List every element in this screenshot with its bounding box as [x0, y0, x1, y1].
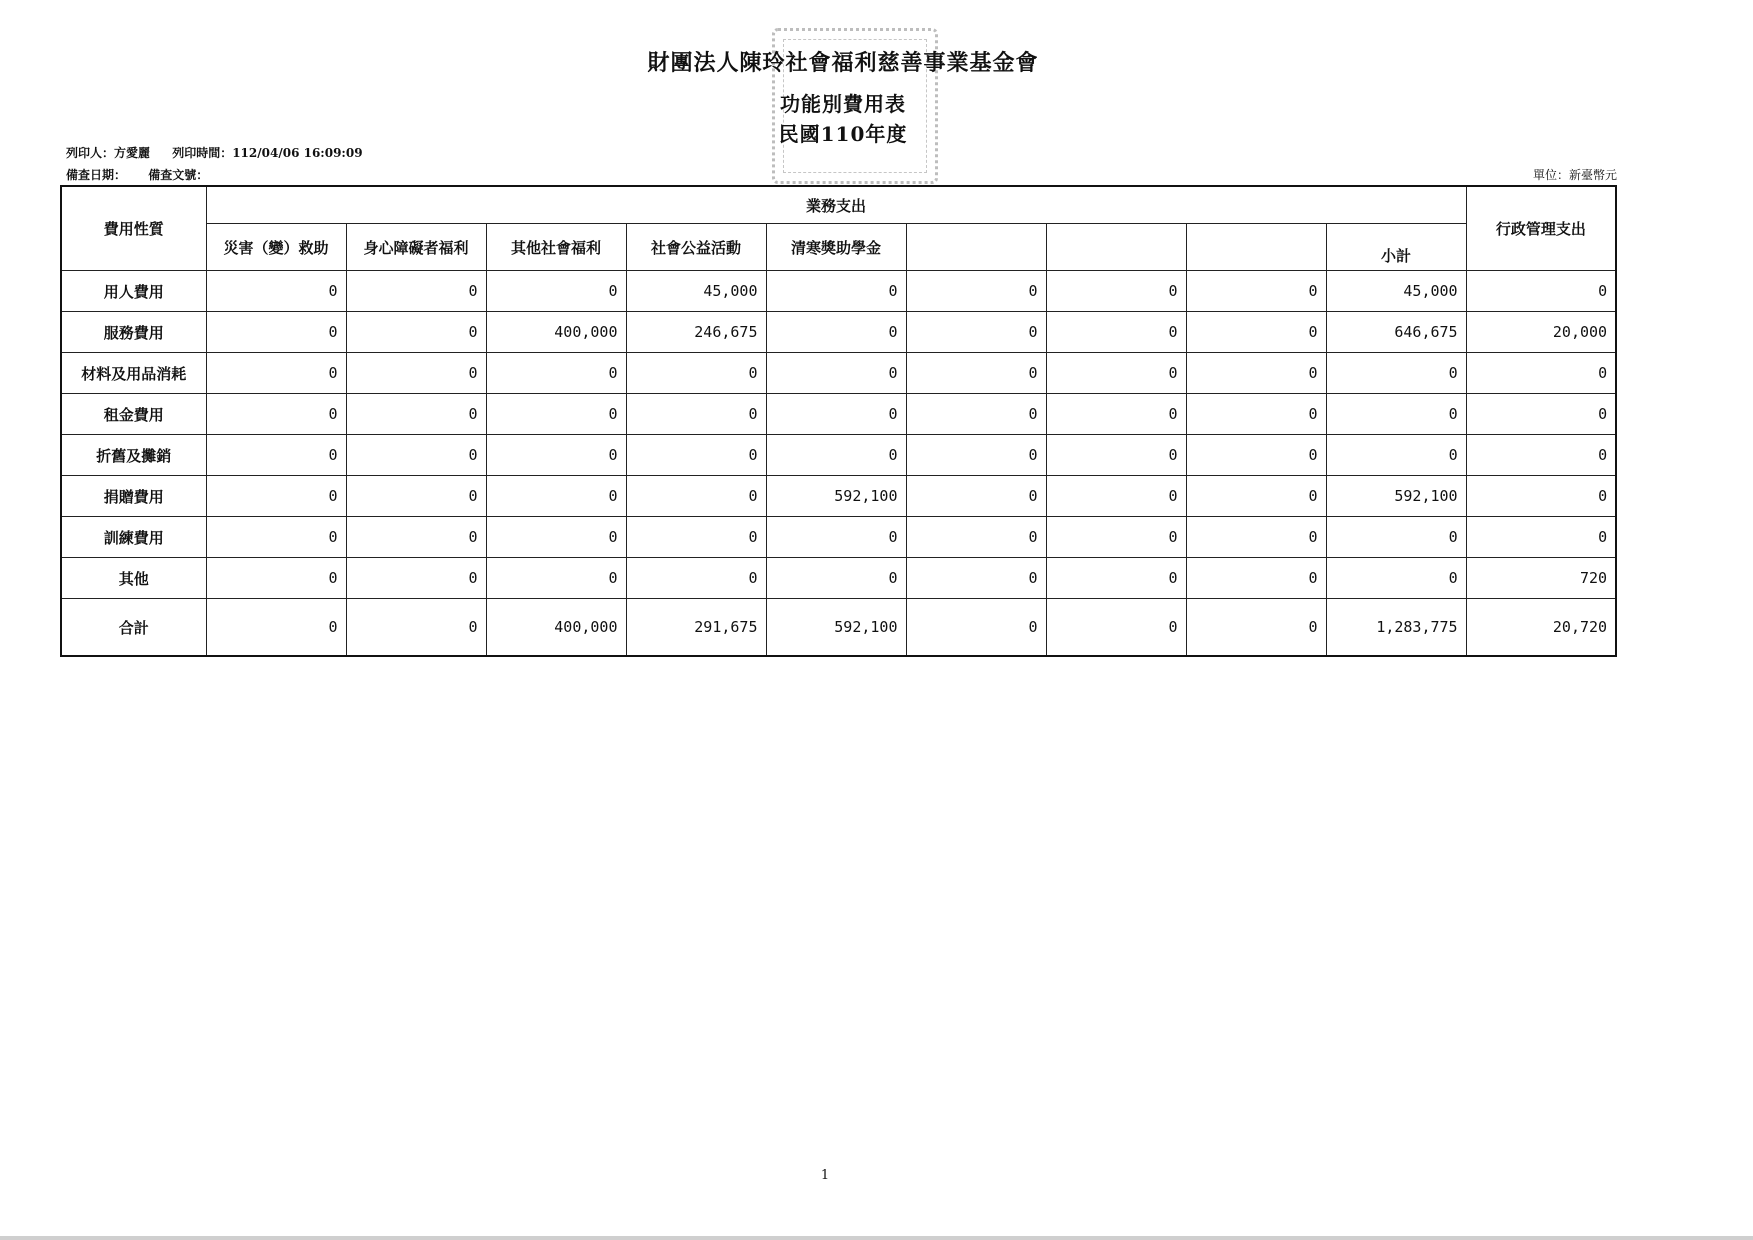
amount-cell: 0	[486, 394, 626, 435]
amount-cell: 20,000	[1466, 312, 1616, 353]
amount-cell: 0	[906, 435, 1046, 476]
expense-nature-header: 費用性質	[61, 186, 206, 271]
amount-cell: 592,100	[766, 599, 906, 657]
amount-cell: 0	[1466, 517, 1616, 558]
table-row	[61, 476, 1616, 517]
column-header: 社會公益活動	[626, 224, 766, 271]
functional-expense-table	[60, 185, 1617, 657]
amount-cell: 0	[346, 353, 486, 394]
amount-cell: 0	[1466, 271, 1616, 312]
amount-cell: 0	[486, 353, 626, 394]
amount-cell: 0	[906, 599, 1046, 657]
amount-cell: 0	[766, 353, 906, 394]
amount-cell: 0	[1466, 476, 1616, 517]
printer-name: 列印人：方愛麗	[66, 146, 151, 160]
amount-cell: 0	[346, 435, 486, 476]
amount-cell: 0	[1326, 558, 1466, 599]
amount-cell: 0	[1186, 353, 1326, 394]
row-label: 材料及用品消耗	[61, 353, 206, 394]
subtotal-header: 小計	[1326, 224, 1466, 271]
amount-cell: 0	[906, 312, 1046, 353]
amount-cell: 0	[206, 394, 346, 435]
print-info	[66, 144, 381, 161]
amount-cell: 0	[206, 312, 346, 353]
column-header	[906, 224, 1046, 271]
amount-cell: 0	[766, 271, 906, 312]
amount-cell: 646,675	[1326, 312, 1466, 353]
amount-cell: 0	[766, 394, 906, 435]
amount-cell: 0	[766, 558, 906, 599]
amount-cell: 0	[906, 476, 1046, 517]
amount-cell: 0	[906, 558, 1046, 599]
amount-cell: 0	[1046, 599, 1186, 657]
column-header: 其他社會福利	[486, 224, 626, 271]
amount-cell: 291,675	[626, 599, 766, 657]
total-row	[61, 599, 1616, 657]
amount-cell: 0	[1046, 271, 1186, 312]
amount-cell: 0	[486, 476, 626, 517]
row-label: 用人費用	[61, 271, 206, 312]
amount-cell: 0	[486, 558, 626, 599]
amount-cell: 0	[346, 599, 486, 657]
amount-cell: 45,000	[626, 271, 766, 312]
row-label: 合計	[61, 599, 206, 657]
amount-cell: 0	[346, 394, 486, 435]
amount-cell: 0	[766, 517, 906, 558]
amount-cell: 720	[1466, 558, 1616, 599]
row-label: 服務費用	[61, 312, 206, 353]
amount-cell: 0	[1186, 517, 1326, 558]
amount-cell: 0	[906, 271, 1046, 312]
amount-cell: 0	[206, 271, 346, 312]
amount-cell: 0	[1186, 271, 1326, 312]
amount-cell: 0	[1326, 394, 1466, 435]
amount-cell: 0	[486, 517, 626, 558]
amount-cell: 0	[1046, 517, 1186, 558]
amount-cell: 0	[1326, 353, 1466, 394]
table-row	[61, 517, 1616, 558]
currency-unit: 單位：新臺幣元	[1532, 168, 1617, 182]
table-body	[61, 271, 1616, 657]
amount-cell: 0	[1046, 476, 1186, 517]
table-row	[61, 558, 1616, 599]
amount-cell: 0	[346, 476, 486, 517]
amount-cell: 0	[206, 517, 346, 558]
table-row	[61, 435, 1616, 476]
amount-cell: 0	[766, 312, 906, 353]
approval-date: 備查日期：	[66, 168, 127, 182]
approval-doc-number: 備查文號：	[148, 168, 209, 182]
page-number: 1	[820, 1168, 830, 1183]
amount-cell: 0	[206, 599, 346, 657]
amount-cell: 0	[1046, 312, 1186, 353]
row-label: 租金費用	[61, 394, 206, 435]
amount-cell: 0	[766, 435, 906, 476]
amount-cell: 246,675	[626, 312, 766, 353]
amount-cell: 0	[486, 435, 626, 476]
row-label: 訓練費用	[61, 517, 206, 558]
amount-cell: 0	[346, 558, 486, 599]
approval-info	[66, 166, 226, 183]
amount-cell: 0	[206, 435, 346, 476]
amount-cell: 0	[1186, 476, 1326, 517]
amount-cell: 0	[626, 435, 766, 476]
amount-cell: 0	[1186, 394, 1326, 435]
print-time: 列印時間：112/04/06 16:09:09	[172, 146, 363, 160]
amount-cell: 0	[206, 353, 346, 394]
amount-cell: 0	[1326, 435, 1466, 476]
table-row	[61, 271, 1616, 312]
row-label: 其他	[61, 558, 206, 599]
amount-cell: 0	[626, 353, 766, 394]
amount-cell: 0	[626, 517, 766, 558]
amount-cell: 0	[1186, 435, 1326, 476]
amount-cell: 0	[1326, 517, 1466, 558]
amount-cell: 0	[1046, 435, 1186, 476]
amount-cell: 0	[1466, 394, 1616, 435]
amount-cell: 0	[206, 558, 346, 599]
table-row	[61, 312, 1616, 353]
business-expense-header: 業務支出	[206, 186, 1466, 224]
amount-cell: 400,000	[486, 599, 626, 657]
amount-cell: 45,000	[1326, 271, 1466, 312]
amount-cell: 0	[906, 353, 1046, 394]
row-label: 折舊及攤銷	[61, 435, 206, 476]
amount-cell: 0	[906, 394, 1046, 435]
amount-cell: 0	[1046, 353, 1186, 394]
amount-cell: 400,000	[486, 312, 626, 353]
amount-cell: 0	[1186, 558, 1326, 599]
amount-cell: 0	[1186, 599, 1326, 657]
column-header: 災害（變）救助	[206, 224, 346, 271]
table-row	[61, 353, 1616, 394]
organization-title: 財團法人陳玲社會福利慈善事業基金會	[647, 50, 1039, 76]
amount-cell: 0	[906, 517, 1046, 558]
amount-cell: 0	[626, 558, 766, 599]
amount-cell: 0	[206, 476, 346, 517]
row-label: 捐贈費用	[61, 476, 206, 517]
amount-cell: 0	[346, 271, 486, 312]
amount-cell: 0	[346, 312, 486, 353]
amount-cell: 0	[1046, 394, 1186, 435]
amount-cell: 0	[626, 476, 766, 517]
amount-cell: 592,100	[1326, 476, 1466, 517]
amount-cell: 20,720	[1466, 599, 1616, 657]
column-header	[1186, 224, 1326, 271]
amount-cell: 0	[1466, 435, 1616, 476]
column-header: 清寒獎助學金	[766, 224, 906, 271]
table-row	[61, 394, 1616, 435]
scan-edge	[0, 1236, 1753, 1240]
amount-cell: 0	[1186, 312, 1326, 353]
amount-cell: 1,283,775	[1326, 599, 1466, 657]
admin-expense-header: 行政管理支出	[1466, 186, 1616, 271]
report-period: 民國110年度	[778, 122, 908, 146]
amount-cell: 0	[486, 271, 626, 312]
column-header: 身心障礙者福利	[346, 224, 486, 271]
amount-cell: 0	[1466, 353, 1616, 394]
amount-cell: 0	[626, 394, 766, 435]
report-title: 功能別費用表	[780, 92, 906, 116]
amount-cell: 0	[1046, 558, 1186, 599]
amount-cell: 592,100	[766, 476, 906, 517]
amount-cell: 0	[346, 517, 486, 558]
column-header	[1046, 224, 1186, 271]
